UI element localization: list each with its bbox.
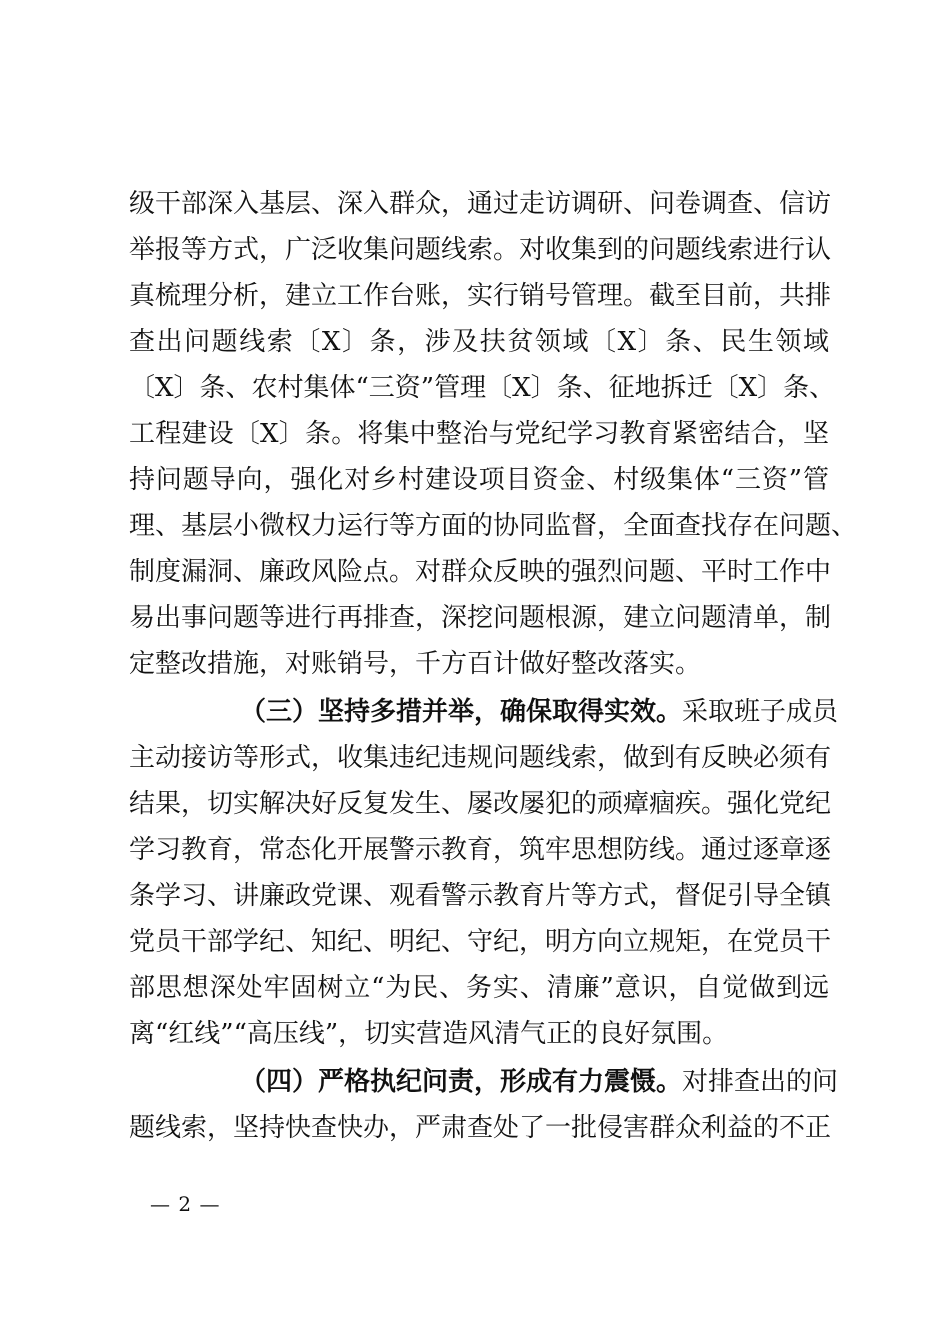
section-4-text: 对排查出的问 [682,1067,839,1097]
body-line: 定整改措施，对账销号，千方百计做好整改落实。 [129,649,702,679]
body-line: 结果，切实解决好反复发生、屡改屡犯的顽瘴痼疾。强化党纪 [129,789,832,819]
body-line: 理、基层小微权力运行等方面的协同监督，全面查找存在问题、 [129,511,858,541]
body-line: 党员干部学纪、知纪、明纪、守纪，明方向立规矩，在党员干 [129,927,832,957]
section-4-heading: （四）严格执纪问责，形成有力震慑。 [240,1067,683,1097]
body-line: 主动接访等形式，收集违纪违规问题线索，做到有反映必须有 [129,743,832,773]
body-line: 举报等方式，广泛收集问题线索。对收集到的问题线索进行认 [129,235,832,265]
section-3-first-line [240,689,839,735]
body-line: 条学习、讲廉政党课、观看警示教育片等方式，督促引导全镇 [129,881,832,911]
body-line: 持问题导向，强化对乡村建设项目资金、村级集体“三资”管 [129,465,829,495]
body-line: 真梳理分析，建立工作台账，实行销号管理。截至目前，共排 [129,281,832,311]
body-line: 〔X〕条、农村集体“三资”管理〔X〕条、征地拆迁〔X〕条、 [129,373,836,403]
body-line: 查出问题线索〔X〕条，涉及扶贫领域〔X〕条、民生领域 [129,327,829,357]
section-3-text: 采取班子成员 [682,697,839,727]
body-line: 级干部深入基层、深入群众，通过走访调研、问卷调查、信访 [129,189,832,219]
body-line: 制度漏洞、廉政风险点。对群众反映的强烈问题、平时工作中 [129,557,832,587]
body-line: 部思想深处牢固树立“为民、务实、清廉”意识，自觉做到远 [129,973,829,1003]
section-3-heading: （三）坚持多措并举，确保取得实效。 [240,697,683,727]
body-line: 学习教育，常态化开展警示教育，筑牢思想防线。通过逐章逐 [129,835,832,865]
body-line: 离“红线”“高压线”，切实营造风清气正的良好氛围。 [129,1019,729,1049]
page-number: — 2 — [150,1192,221,1216]
body-line: 工程建设〔X〕条。将集中整治与党纪学习教育紧密结合，坚 [129,419,829,449]
body-line: 题线索，坚持快查快办，严肃查处了一批侵害群众利益的不正 [129,1113,832,1143]
section-4-first-line [240,1059,839,1105]
body-line: 易出事问题等进行再排查，深挖问题根源，建立问题清单，制 [129,603,832,633]
